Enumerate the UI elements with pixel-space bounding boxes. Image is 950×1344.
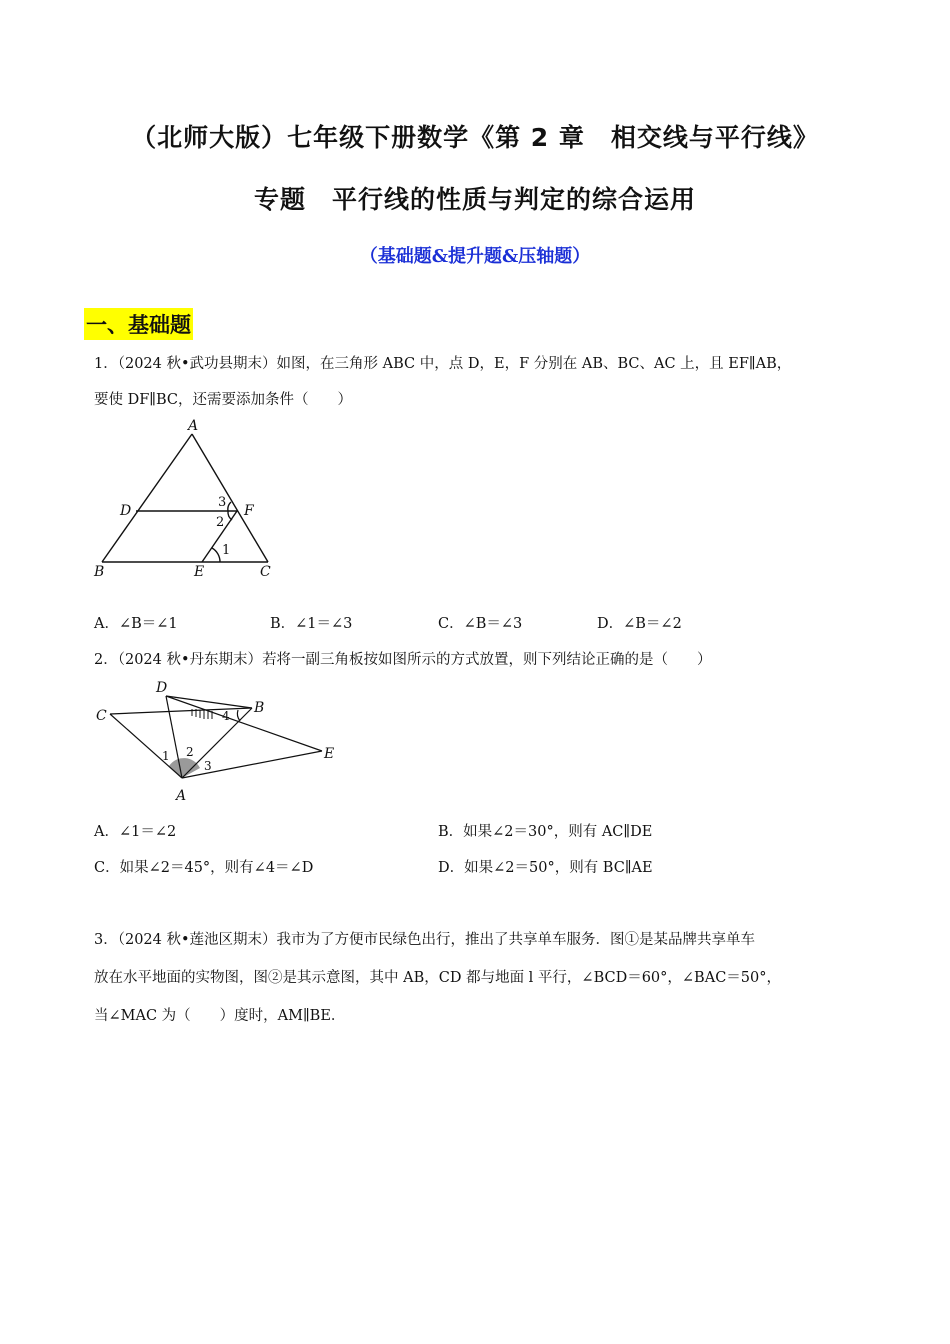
- q2-segment-cb: [110, 708, 252, 714]
- q2-label-b: B: [254, 700, 265, 716]
- q1-label-c: C: [260, 564, 271, 580]
- q1-label-b: B: [94, 564, 105, 580]
- q2-label-c: C: [96, 708, 107, 724]
- q1-option-b[interactable]: B．∠1＝∠3: [270, 616, 353, 632]
- q1-angle-arc-1: [212, 548, 220, 562]
- difficulty-subtitle: （基础题&提升题&压轴题）: [359, 246, 591, 267]
- q3-stem-line2: 放在水平地面的实物图，图②是其示意图，其中 AB，CD 都与地面 l 平行，∠BCD＝60°，∠BAC＝50°，: [94, 970, 781, 986]
- q2-source: （2024 秋•丹东期末）: [117, 652, 263, 668]
- q3-stem-line1: [94, 928, 755, 949]
- q2-option-c[interactable]: C．如果∠2＝45°，则有∠4＝∠D: [94, 860, 314, 876]
- q2-option-a[interactable]: A．∠1＝∠2: [94, 824, 177, 840]
- q2-angle-arc-4: [237, 710, 240, 721]
- q2-segment-de: [166, 696, 322, 751]
- q1-angle-label-1: 1: [222, 543, 231, 558]
- q2-label-d: D: [156, 680, 168, 696]
- q1-text-line1: 如图，在三角形 ABC 中，点 D，E，F 分别在 AB、BC、AC 上，且 EF∥AB，: [276, 356, 792, 372]
- q1-option-d[interactable]: D．∠B＝∠2: [597, 616, 682, 632]
- q3-source: （2024 秋•莲池区期末）: [117, 932, 277, 948]
- q2-figure: [92, 676, 352, 806]
- q1-source: （2024 秋•武功县期末）: [117, 356, 277, 372]
- q1-number: 1．: [94, 356, 118, 372]
- q3-stem-line3: 当∠MAC 为（ ）度时，AM∥BE．: [94, 1008, 346, 1024]
- q1-stem-line1: [94, 352, 791, 373]
- q2-segment-ba: [182, 708, 252, 778]
- page-subtitle-topic: 专题 平行线的性质与判定的综合运用: [253, 185, 696, 214]
- q1-label-f: F: [244, 503, 254, 519]
- q2-angle-label-3: 3: [204, 759, 212, 773]
- section-heading-basic: 一、基础题: [84, 308, 193, 340]
- q1-label-e: E: [194, 564, 205, 580]
- q2-angle-label-4: 4: [222, 709, 230, 723]
- q1-stem-line2: 要使 DF∥BC，还需要添加条件（ ）: [94, 392, 353, 408]
- q1-side-ab: [102, 434, 192, 562]
- q1-label-a: A: [188, 418, 199, 434]
- q2-segment-ae: [182, 751, 322, 778]
- page-title: （北师大版）七年级下册数学《第 2 章 相交线与平行线》: [131, 123, 819, 152]
- q2-stem-line1: [94, 648, 712, 669]
- q2-label-a: A: [176, 788, 187, 804]
- q3-text-line1: 我市为了方便市民绿色出行，推出了共享单车服务．图①是某品牌共享单车: [276, 932, 756, 948]
- q1-option-a[interactable]: A．∠B＝∠1: [94, 616, 178, 632]
- q1-option-c[interactable]: C．∠B＝∠3: [438, 616, 523, 632]
- q1-angle-arc-3: [228, 502, 231, 511]
- q2-angle-label-2: 2: [186, 745, 194, 759]
- q2-option-b[interactable]: B．如果∠2＝30°，则有 AC∥DE: [438, 824, 653, 840]
- q1-figure: [88, 414, 288, 584]
- q1-angle-label-2: 2: [216, 515, 225, 530]
- q2-angle-label-1: 1: [162, 749, 170, 763]
- q1-angle-label-3: 3: [218, 495, 227, 510]
- q2-number: 2．: [94, 652, 118, 668]
- q1-angle-arc-2: [228, 511, 232, 520]
- q2-option-d[interactable]: D．如果∠2＝50°，则有 BC∥AE: [438, 860, 653, 876]
- q3-number: 3．: [94, 932, 118, 948]
- q2-segment-db: [166, 696, 252, 708]
- q2-label-e: E: [324, 746, 335, 762]
- q1-label-d: D: [120, 503, 132, 519]
- q2-text-line1: 若将一副三角板按如图所示的方式放置，则下列结论正确的是（ ）: [262, 652, 712, 668]
